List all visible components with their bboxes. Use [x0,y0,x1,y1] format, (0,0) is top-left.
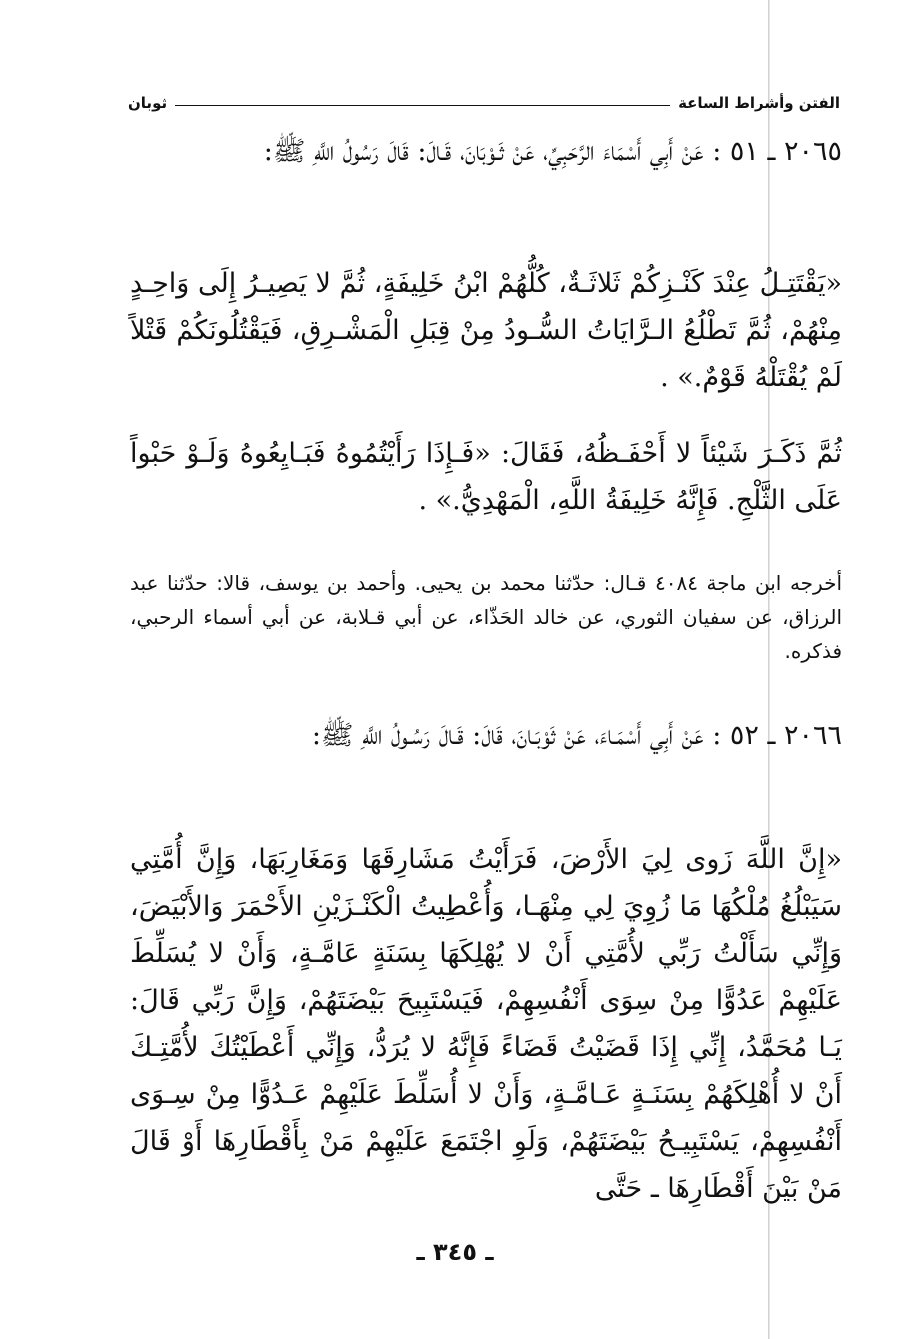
hadith-2065-intro: ٢٠٦٥ ـ ٥١ : عَنْ أَبِي أَسْمَاءَ الرَّحَبِيِّ، عَنْ ثَـوْبَانَ، قَـالَ: قَالَ رَسُولُ اللَّهِ ﷺ: [263,136,842,167]
hadith-2065-continuation: ثُمَّ ذَكَـرَ شَيْئاً لا أَحْفَـظُهُ، فَقَالَ: «فَـإِذَا رَأَيْتُمُوهُ فَبَـايِعُوهُ وَلَـوْ حَبْواً عَلَى الثَّلْجِ. فَإِنَّهُ خَلِيفَةُ اللَّهِ، الْمَهْدِيُّ.» . [130,438,842,516]
hadith-2065-takhrij: أخرجه ابن ماجة ٤٠٨٤ قـال: حدّثنا محمد بن يحيى. وأحمد بن يوسف، قالا: حدّثنا عبد الرزاق، عن سفيان الثوري، عن خالد الحَذّاء، عن أبي قـلابة، عن أبي أسماء الرحبي، فذكره. [130,571,843,663]
header-book-title: الفتن وأشراط الساعة [678,94,840,112]
hadith-2066-intro: ٢٠٦٦ ـ ٥٢ : عَنْ أَبِي أَسْمَـاءَ، عَنْ ثَوْبَـانَ، قَالَ: قَـالَ رَسُـولُ اللَّهِ ﷺ: [311,720,842,751]
header-rule [175,105,670,106]
header-section: ثوبان [128,94,168,112]
hadith-2065-quote: «يَقْتَتِـلُ عِنْدَ كَنْـزِكُمْ ثَلاثَـةٌ، كُلُّهُمْ ابْنُ خَلِيفَةٍ، ثُمَّ لا يَصِيـرُ إِلَى وَاحِـدٍ مِنْهُمْ، ثُمَّ تَطْلُعُ الـرَّايَاتُ السُّـودُ مِنْ قِبَلِ الْمَشْـرِقِ، فَيَقْتُلُونَكُمْ قَتْلاً لَمْ يُقْتَلْهُ قَوْمٌ.» . [130,268,842,393]
running-header [128,86,840,112]
hadith-2066-quote: «إِنَّ اللَّهَ زَوى لِيَ الأَرْضَ، فَرَأَيْتُ مَشَارِقَهَا وَمَغَارِبَهَا، وَإِنَّ أُمَّتِي سَيَبْلُغُ مُلْكُهَا مَا زُوِيَ لِي مِنْهَـا، وَأُعْطِيتُ الْكَنْـزَيْنِ الأَحْمَرَ وَالأَبْيَضَ، وَإِنِّي سَأَلْتُ رَبِّي لأُمَّتِي أَنْ لا يُهْلِكَهَا بِسَنَةٍ عَامَّـةٍ، وَأَنْ لا يُسَلِّطَ عَلَيْهِمْ عَدُوًّا مِنْ سِوَى أَنْفُسِهِمْ، فَيَسْتَبِيحَ بَيْضَتَهُمْ، وَإِنَّ رَبِّي قَالَ: يَـا مُحَمَّدُ، إِنِّي إِذَا قَضَيْتُ قَضَاءً فَإِنَّهُ لا يُرَدُّ، وَإِنِّي أَعْطَيْتُكَ لأُمَّتِـكَ أَنْ لا أُهْلِكَهُمْ بِسَنَـةٍ عَـامَّـةٍ، وَأَنْ لا أُسَلِّطَ عَلَيْهِمْ عَـدُوًّا مِنْ سِـوَى أَنْفُسِهِمْ، يَسْتَبِيـحُ بَيْضَتَهُمْ، وَلَوِ اجْتَمَعَ عَلَيْهِمْ مَنْ بِأَقْطَارِهَا أَوْ قَالَ مَنْ بَيْنَ أَقْطَارِهَا ـ حَتَّى [130,844,842,1204]
page-number: ـ ٣٤٥ ـ [416,1238,494,1266]
